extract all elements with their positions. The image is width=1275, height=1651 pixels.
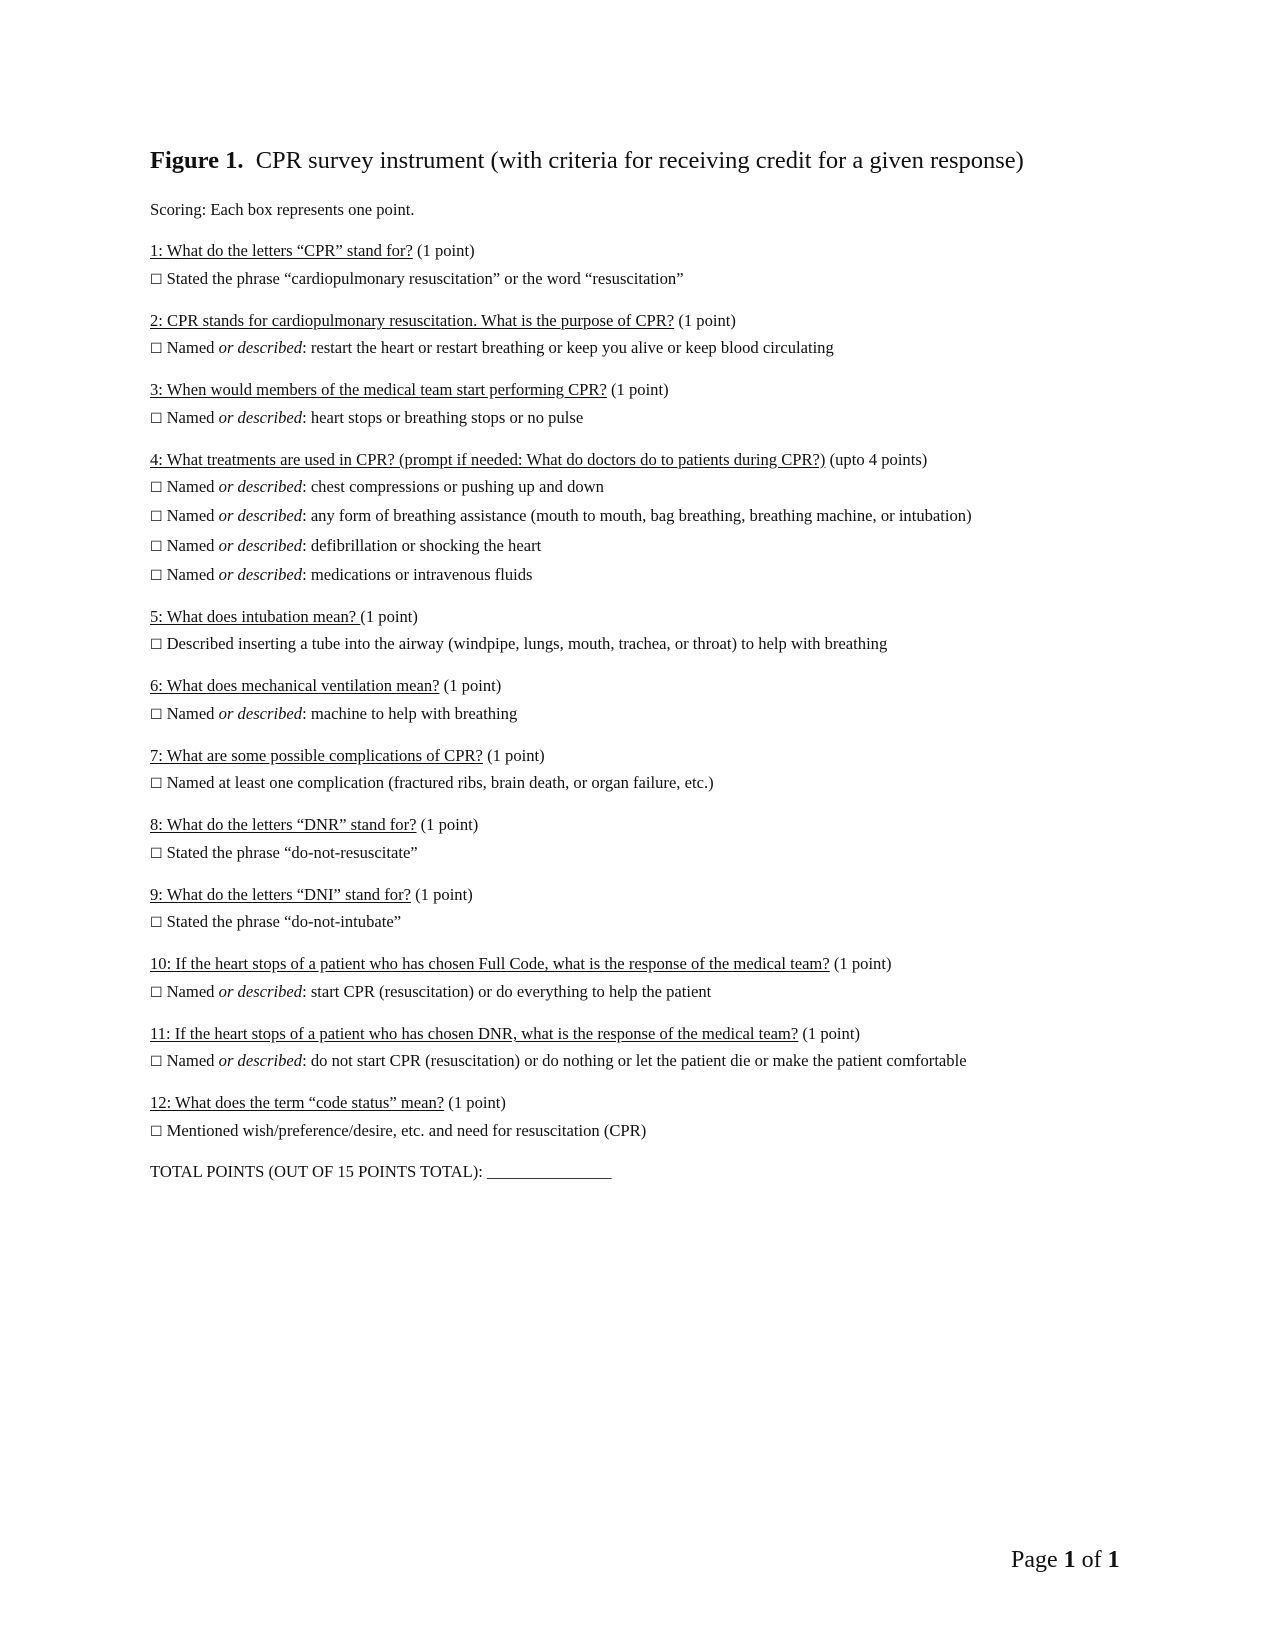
criterion-item — [150, 982, 1170, 1003]
criterion-detail: : any form of breathing assistance (mouth to mouth, bag breathing, breathing machine, or intubation) — [302, 506, 972, 526]
question-line — [150, 676, 1170, 696]
question-points: (1 point) — [415, 884, 473, 904]
question-list — [150, 241, 1170, 1142]
criterion-item — [150, 634, 1170, 655]
checkbox-icon[interactable]: ☐ — [150, 480, 163, 496]
criterion-italic: or described — [218, 477, 303, 496]
criterion-item — [150, 1051, 1170, 1072]
question-points: (1 point) — [448, 1093, 506, 1113]
criterion-detail: : defibrillation or shocking the heart — [302, 535, 542, 555]
criterion-item — [150, 843, 1170, 864]
question-text: 10: If the heart stops of a patient who has chosen Full Code, what is the response of the medical team? — [150, 954, 830, 974]
checkbox-icon[interactable]: ☐ — [150, 567, 163, 584]
figure-label: Figure 1. — [150, 147, 244, 174]
criterion-text: Mentioned wish/preference/desire, etc. and need for resuscitation (CPR) — [166, 1120, 647, 1140]
question-points: (1 point) — [416, 241, 475, 260]
page-current: 1 — [1063, 1547, 1076, 1573]
checkbox-icon[interactable]: ☐ — [150, 538, 163, 555]
criterion-italic: or described — [218, 564, 303, 584]
question-text: 2: CPR stands for cardiopulmonary resuscitation. What is the purpose of CPR? — [150, 310, 675, 330]
criterion-text: Stated the phrase “do-not-intubate” — [166, 912, 402, 932]
question-points: (1 point) — [678, 310, 736, 330]
criterion-item — [150, 565, 1170, 586]
question-line — [150, 746, 1170, 766]
question-points: (1 point) — [420, 815, 479, 835]
checkbox-icon[interactable]: ☐ — [150, 509, 163, 526]
criterion-item — [150, 338, 1170, 359]
page-number — [1011, 1545, 1120, 1575]
criterion-detail: : restart the heart or restart breathing or keep you alive or keep blood circulating — [302, 338, 834, 357]
criterion-item — [150, 704, 1170, 725]
question-text: 11: If the heart stops of a patient who has chosen DNR, what is the response of the medical team? — [150, 1023, 799, 1043]
question-line — [150, 450, 1170, 470]
question-points: (1 point) — [802, 1023, 860, 1043]
question-block — [150, 311, 1170, 360]
criterion-italic: or described — [218, 407, 303, 427]
question-points: (1 point) — [611, 380, 669, 399]
criterion-item — [150, 269, 1170, 290]
question-text: 8: What do the letters “DNR” stand for? — [150, 815, 417, 835]
question-points: (1 point) — [487, 745, 545, 765]
question-block — [150, 241, 1170, 290]
criterion-text: Stated the phrase “do-not-resuscitate” — [166, 842, 418, 862]
total-points-line: TOTAL POINTS (OUT OF 15 POINTS TOTAL): _______________ — [150, 1161, 612, 1181]
figure-title — [150, 146, 1170, 176]
criterion-item — [150, 536, 1170, 557]
criterion-text: Named — [166, 407, 219, 427]
criterion-text: Named — [166, 535, 219, 555]
criterion-italic: or described — [218, 703, 303, 723]
page-prefix: Page — [1011, 1547, 1064, 1573]
page-of: of — [1075, 1547, 1108, 1573]
question-points: (1 point) — [360, 606, 418, 626]
criterion-text: Named — [166, 1051, 219, 1071]
question-line — [150, 954, 1170, 974]
criterion-text: Named — [166, 506, 219, 526]
question-line — [150, 380, 1170, 400]
question-line — [150, 1093, 1170, 1113]
checkbox-icon[interactable]: ☐ — [150, 1054, 163, 1071]
question-block — [150, 450, 1170, 586]
checkbox-icon[interactable]: ☐ — [150, 776, 163, 793]
checkbox-icon[interactable]: ☐ — [150, 984, 163, 1001]
criterion-italic: or described — [218, 506, 303, 526]
checkbox-icon[interactable]: ☐ — [150, 271, 163, 288]
criterion-text: Named — [166, 477, 219, 496]
question-text: 6: What does mechanical ventilation mean? — [150, 676, 440, 696]
criterion-text: Stated the phrase “cardiopulmonary resuscitation” or the word “resuscitation” — [166, 268, 684, 288]
question-block — [150, 815, 1170, 864]
criterion-detail: : chest compressions or pushing up and down — [302, 477, 604, 496]
criterion-text: Named — [166, 703, 219, 723]
criterion-detail: : start CPR (resuscitation) or do everything to help the patient — [302, 981, 712, 1001]
question-block — [150, 676, 1170, 725]
question-block — [150, 746, 1170, 795]
criterion-text: Named at least one complication (fractured ribs, brain death, or organ failure, etc.) — [166, 773, 714, 793]
criterion-italic: or described — [218, 1051, 303, 1071]
question-text: 5: What does intubation mean? — [150, 606, 361, 626]
criterion-italic: or described — [218, 535, 303, 555]
criterion-item — [150, 477, 1170, 498]
criterion-italic: or described — [218, 981, 303, 1001]
question-line — [150, 311, 1170, 331]
criterion-item — [150, 506, 1170, 527]
question-block — [150, 607, 1170, 656]
checkbox-icon[interactable]: ☐ — [150, 915, 163, 932]
criterion-italic: or described — [218, 338, 303, 357]
question-points: (1 point) — [443, 676, 502, 696]
criterion-item — [150, 408, 1170, 429]
question-points: (upto 4 points) — [829, 449, 928, 469]
criterion-text: Named — [166, 564, 219, 584]
question-line — [150, 241, 1170, 261]
criterion-text: Named — [166, 981, 219, 1001]
document-page — [150, 146, 1170, 1182]
question-text: 7: What are some possible complications of CPR? — [150, 745, 483, 765]
criterion-detail: : do not start CPR (resuscitation) or do nothing or let the patient die or make the patient comfortable — [302, 1051, 967, 1071]
question-text: 9: What do the letters “DNI” stand for? — [150, 884, 411, 904]
criterion-text: Described inserting a tube into the airway (windpipe, lungs, mouth, trachea, or throat) to help with breathing — [166, 634, 888, 654]
checkbox-icon[interactable]: ☐ — [150, 637, 163, 654]
checkbox-icon[interactable]: ☐ — [150, 845, 163, 862]
criterion-detail: : medications or intravenous fluids — [302, 564, 533, 584]
question-block — [150, 954, 1170, 1003]
question-line — [150, 607, 1170, 627]
question-text: 4: What treatments are used in CPR? (prompt if needed: What do doctors do to patients during CPR?) — [150, 449, 826, 469]
question-line — [150, 815, 1170, 835]
criterion-detail: : machine to help with breathing — [302, 703, 518, 723]
checkbox-icon[interactable]: ☐ — [150, 706, 163, 723]
criterion-item — [150, 912, 1170, 933]
question-block — [150, 380, 1170, 429]
criterion-text: Named — [166, 338, 219, 357]
question-text: 12: What does the term “code status” mean? — [150, 1093, 445, 1113]
question-points: (1 point) — [833, 954, 892, 974]
question-text: 3: When would members of the medical team start performing CPR? — [150, 380, 607, 399]
criterion-detail: : heart stops or breathing stops or no pulse — [302, 407, 584, 427]
checkbox-icon[interactable]: ☐ — [150, 1123, 163, 1140]
question-block — [150, 1093, 1170, 1142]
criterion-item — [150, 773, 1170, 794]
page-total: 1 — [1107, 1547, 1120, 1573]
checkbox-icon[interactable]: ☐ — [150, 341, 163, 357]
scoring-note: Scoring: Each box represents one point. — [150, 200, 415, 219]
criterion-item — [150, 1121, 1170, 1142]
figure-caption: CPR survey instrument (with criteria for receiving credit for a given response) — [255, 147, 1024, 174]
question-text: 1: What do the letters “CPR” stand for? — [150, 241, 413, 260]
question-line — [150, 1024, 1170, 1044]
checkbox-icon[interactable]: ☐ — [150, 410, 163, 427]
question-block — [150, 885, 1170, 934]
question-block — [150, 1024, 1170, 1073]
question-line — [150, 885, 1170, 905]
